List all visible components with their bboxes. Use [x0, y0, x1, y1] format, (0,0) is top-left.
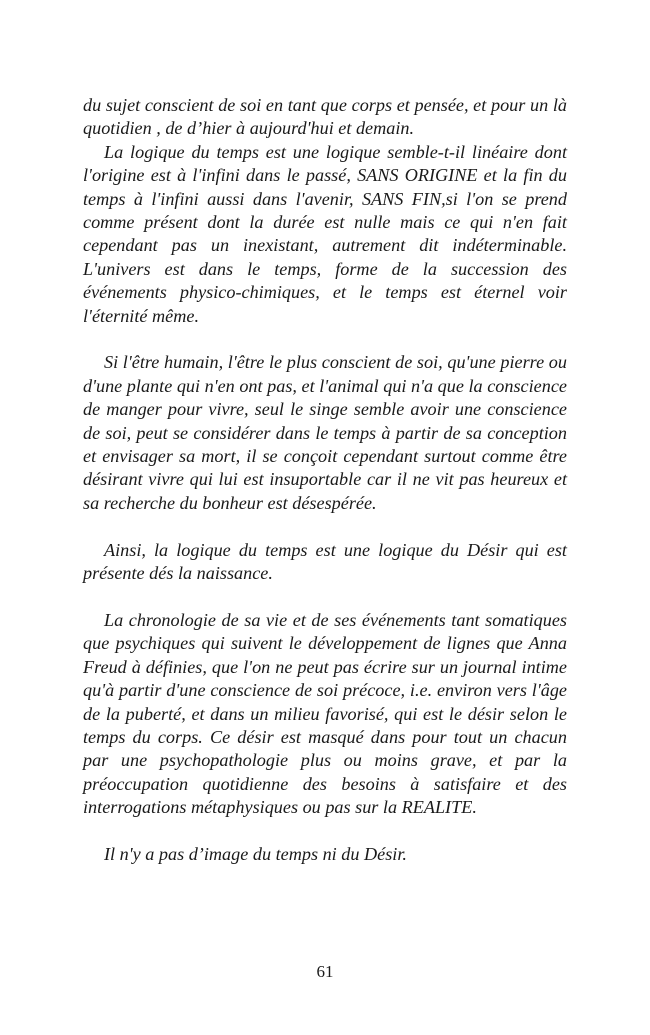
paragraph-chronology: La chronologie de sa vie et de ses événements tant somatiques que psychiques qui suivent le développement de lignes que Anna Freud à définies, que l'on ne peut pas écrire sur un journal intime qu'à partir d'une conscience de soi précoce, i.e. environ vers l'âge de la puberté, et dans un milieu favorisé, qui est le désir selon le temps du corps. Ce désir est masqué dans pour tout un chacun par une psychopathologie plus ou moins grave, et par la préoccupation quotidienne des besoins à satisfaire et des interrogations métaphysiques ou pas sur la REALITE. [83, 609, 567, 818]
paragraph-spacer [83, 586, 567, 609]
paragraph-spacer [83, 515, 567, 538]
paragraph-spacer [83, 820, 567, 843]
paragraph-spacer [83, 328, 567, 351]
page-body [83, 94, 567, 866]
paragraph-human-being: Si l'être humain, l'être le plus conscient de soi, qu'une pierre ou d'une plante qui n'en ont pas, et l'animal qui n'a que la conscience de manger pour vivre, seul le singe semble avoir une conscience de soi, peut se considérer dans le temps à partir de sa conception et envisager sa mort, il se conçoit cependant surtout comme être désirant vivre qui lui est insuportable car il ne vit pas heureux et sa recherche du bonheur est désespérée. [83, 352, 567, 513]
paragraph-continued: du sujet conscient de soi en tant que corps et pensée, et pour un là quotidien , de d’hier à aujourd'hui et demain. [83, 95, 567, 139]
page-number: 61 [316, 962, 334, 981]
paragraph-no-image: Il n'y a pas d’image du temps ni du Désir. [104, 843, 407, 864]
paragraph-logic-of-desire: Ainsi, la logique du temps est une logique du Désir qui est présente dés la naissance. [83, 539, 567, 584]
paragraph-logic-of-time: La logique du temps est une logique semble-t-il linéaire dont l'origine est à l'infini dans le passé, SANS ORIGINE et la fin du temps à l'infini aussi dans l'avenir, SANS FIN,si l'on se prend comme présent dont la durée est nulle mais ce qui n'en fait cependant pas un inexistant, autrement dit indéterminable. L'univers est dans le temps, forme de la succession des événements physico-chimiques, et le temps est éternel voir l'éternité même. [83, 141, 567, 326]
